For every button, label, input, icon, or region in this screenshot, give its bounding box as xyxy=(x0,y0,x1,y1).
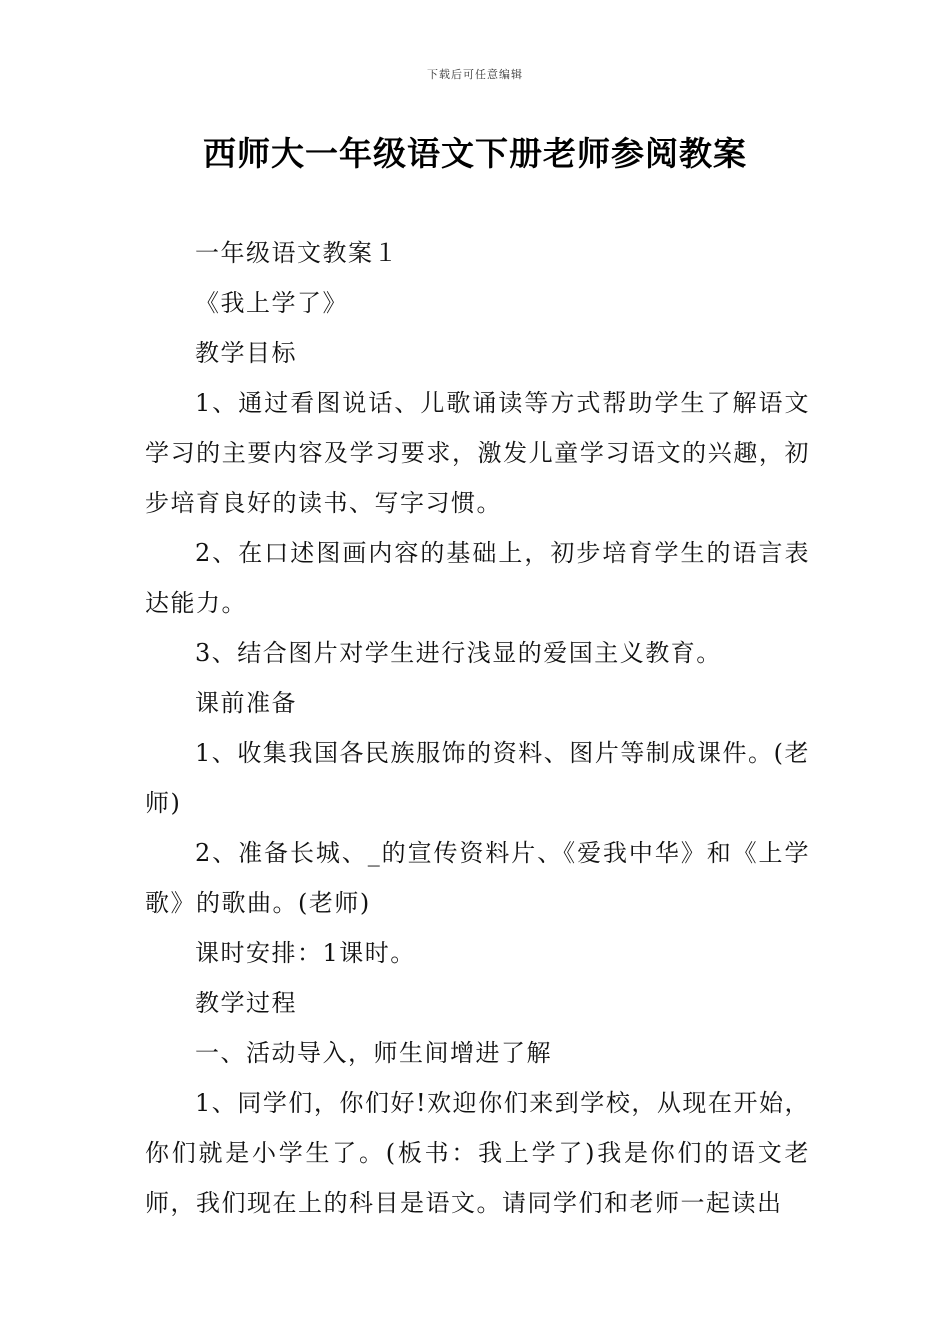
goal-paragraph-3: 3、结合图片对学生进行浅显的爱国主义教育。 xyxy=(195,639,722,667)
schedule-paragraph: 课时安排：1课时。 xyxy=(195,939,416,967)
document-body xyxy=(145,228,810,1228)
lesson-heading: 一年级语文教案１ xyxy=(195,239,399,267)
header-note: 下载后可任意编辑 xyxy=(427,68,523,81)
section-heading-process: 教学过程 xyxy=(195,989,297,1017)
goal-paragraph-1: 1、通过看图说话、儿歌诵读等方式帮助学生了解语文学习的主要内容及学习要求，激发儿童学习语文的兴趣，初步培育良好的读书、写字习惯。 xyxy=(145,389,810,517)
preparation-paragraph-2: 2、准备长城、_的宣传资料片、《爱我中华》和《上学歌》的歌曲。(老师) xyxy=(145,839,810,917)
document-title: 西师大一年级语文下册老师参阅教案 xyxy=(203,134,747,173)
process-step-heading: 一、活动导入，师生间增进了解 xyxy=(195,1039,552,1067)
process-paragraph-1: 1、同学们，你们好!欢迎你们来到学校，从现在开始，你们就是小学生了。(板书：我上学了)我是你们的语文老师，我们现在上的科目是语文。请同学们和老师一起读出 xyxy=(145,1089,810,1217)
section-heading-preparation: 课前准备 xyxy=(195,689,297,717)
section-heading-goals: 教学目标 xyxy=(195,339,297,367)
goal-paragraph-2: 2、在口述图画内容的基础上，初步培育学生的语言表达能力。 xyxy=(145,539,810,617)
lesson-title: 《我上学了》 xyxy=(195,289,348,317)
preparation-paragraph-1: 1、收集我国各民族服饰的资料、图片等制成课件。(老师) xyxy=(145,739,810,817)
